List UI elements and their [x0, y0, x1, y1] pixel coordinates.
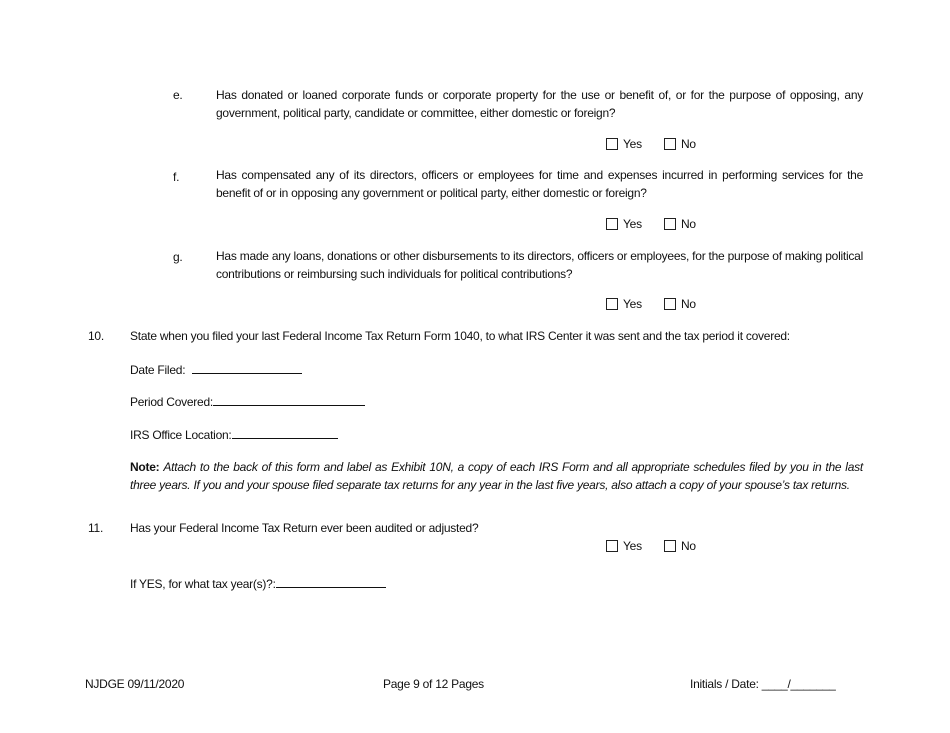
- yes-checkbox[interactable]: [606, 218, 618, 230]
- irs-office-input[interactable]: [232, 426, 338, 439]
- irs-office-field: [130, 426, 338, 442]
- note: [130, 458, 863, 494]
- footer-page-number: Page 9 of 12 Pages: [383, 677, 484, 691]
- question-text: Has your Federal Income Tax Return ever been audited or adjusted?: [130, 521, 479, 535]
- item-letter: f.: [173, 170, 180, 184]
- yes-checkbox[interactable]: [606, 298, 618, 310]
- date-filed-label: Date Filed:: [130, 363, 186, 377]
- yes-label: Yes: [623, 217, 642, 231]
- period-covered-input[interactable]: [213, 393, 365, 406]
- question-text: State when you filed your last Federal Income Tax Return Form 1040, to what IRS Center it was sent and the tax period it covered:: [130, 329, 790, 343]
- item-text: Has compensated any of its directors, officers or employees for time and expenses incurred in performing services for the benefit of or in opposing any government or political party, either domestic or foreign?: [216, 168, 863, 200]
- item-letter: g.: [173, 250, 183, 264]
- footer-form-id: NJDGE 09/11/2020: [85, 677, 185, 691]
- yes-checkbox[interactable]: [606, 540, 618, 552]
- period-covered-field: [130, 393, 365, 409]
- yes-checkbox[interactable]: [606, 138, 618, 150]
- irs-office-label: IRS Office Location:: [130, 428, 232, 442]
- no-checkbox[interactable]: [664, 138, 676, 150]
- question-number: 11.: [88, 521, 104, 535]
- yes-label: Yes: [623, 137, 642, 151]
- item-text: Has made any loans, donations or other disbursements to its directors, officers or employees, for the purpose of making political contributions or reimbursing such individuals for political contributions?: [216, 249, 863, 281]
- footer-initials-date: Initials / Date: ____/_______: [690, 677, 836, 691]
- note-label: Note:: [130, 460, 160, 474]
- note-text: Attach to the back of this form and label as Exhibit 10N, a copy of each IRS Form and all appropriate schedules filed by you in the last three years. If you and your spouse filed separate tax returns for any year in the last five years, also attach a copy of your spouse’s tax returns.: [130, 460, 863, 492]
- yes-label: Yes: [623, 539, 642, 553]
- date-filed-input[interactable]: [192, 361, 302, 374]
- period-covered-label: Period Covered:: [130, 395, 213, 409]
- no-checkbox[interactable]: [664, 218, 676, 230]
- no-checkbox[interactable]: [664, 540, 676, 552]
- item-letter: e.: [173, 88, 183, 102]
- yes-label: Yes: [623, 297, 642, 311]
- item-text: Has donated or loaned corporate funds or corporate property for the use or benefit of, or for the purpose of opposing, any government, political party, candidate or committee, either domestic or foreign?: [216, 88, 863, 120]
- tax-years-field: [130, 575, 386, 591]
- no-checkbox[interactable]: [664, 298, 676, 310]
- no-label: No: [681, 217, 696, 231]
- no-label: No: [681, 137, 696, 151]
- no-label: No: [681, 297, 696, 311]
- tax-years-input[interactable]: [276, 575, 386, 588]
- question-number: 10.: [88, 329, 104, 343]
- date-filed-field: [130, 361, 302, 377]
- tax-years-label: If YES, for what tax year(s)?:: [130, 577, 276, 591]
- no-label: No: [681, 539, 696, 553]
